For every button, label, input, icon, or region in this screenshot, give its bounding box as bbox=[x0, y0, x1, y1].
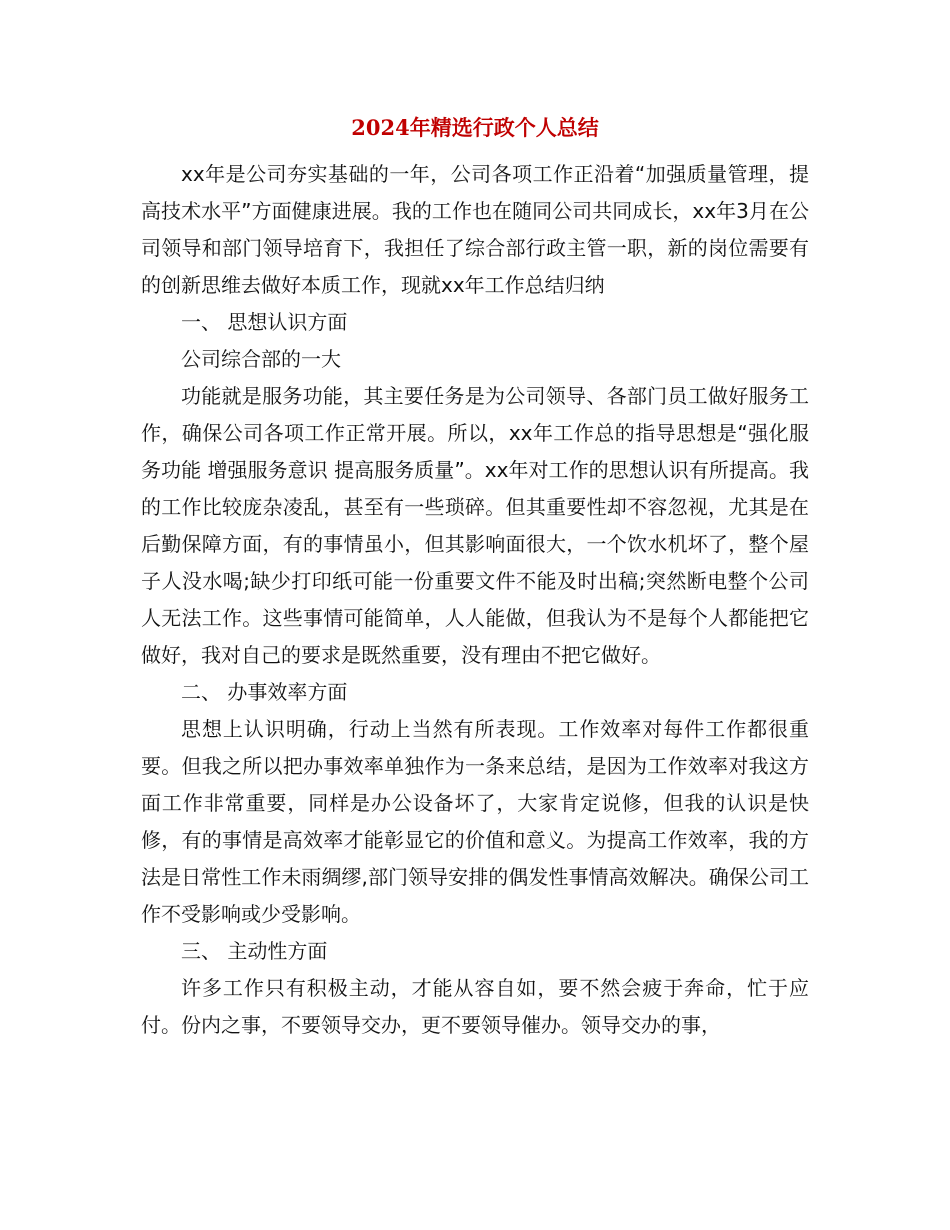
paragraph-section-1: 功能就是服务功能，其主要任务是为公司领导、各部门员工做好服务工作，确保公司各项工作正常开展。所以，xx年工作总的指导思想是“强化服务功能 增强服务意识 提高服务质量”。xx年对工作的思想认识有所提高。我的工作比较庞杂凌乱，甚至有一些琐碎。但其重要性却不容忽视，尤其是在后勤保障方面，有的事情虽小，但其影响面很大，一个饮水机坏了，整个屋子人没水喝;缺少打印纸可能一份重要文件不能及时出稿;突然断电整个公司人无法工作。这些事情可能简单，人人能做，但我认为不是每个人都能把它做好，我对自己的要求是既然重要，没有理由不把它做好。 bbox=[141, 384, 809, 667]
paragraph-section-3: 许多工作只有积极主动，才能从容自如，要不然会疲于奔命，忙于应付。份内之事，不要领导交办，更不要领导催办。领导交办的事， bbox=[141, 976, 809, 1037]
section-heading-1: 一、 思想认识方面 bbox=[181, 310, 348, 334]
document-body bbox=[141, 156, 809, 1044]
paragraph-section-2: 思想上认识明确，行动上当然有所表现。工作效率对每件工作都很重要。但我之所以把办事效率单独作为一条来总结，是因为工作效率对我这方面工作非常重要，同样是办公设备坏了，大家肯定说修，但我的认识是快修，有的事情是高效率才能彰显它的价值和意义。为提高工作效率，我的方法是日常性工作未雨绸缪,部门领导安排的偶发性事情高效解决。确保公司工作不受影响或少受影响。 bbox=[141, 717, 809, 926]
document-title: 2024年精选行政个人总结 bbox=[351, 115, 599, 140]
paragraph-lead: 公司综合部的一大 bbox=[181, 347, 341, 371]
paragraph-intro: xx年是公司夯实基础的一年，公司各项工作正沿着“加强质量管理，提高技术水平”方面健康进展。我的工作也在随同公司共同成长，xx年3月在公司领导和部门领导培育下，我担任了综合部行政主管一职，新的岗位需要有的创新思维去做好本质工作，现就xx年工作总结归纳 bbox=[141, 162, 809, 297]
section-heading-3: 三、 主动性方面 bbox=[181, 939, 328, 963]
section-heading-2: 二、 办事效率方面 bbox=[181, 680, 348, 704]
